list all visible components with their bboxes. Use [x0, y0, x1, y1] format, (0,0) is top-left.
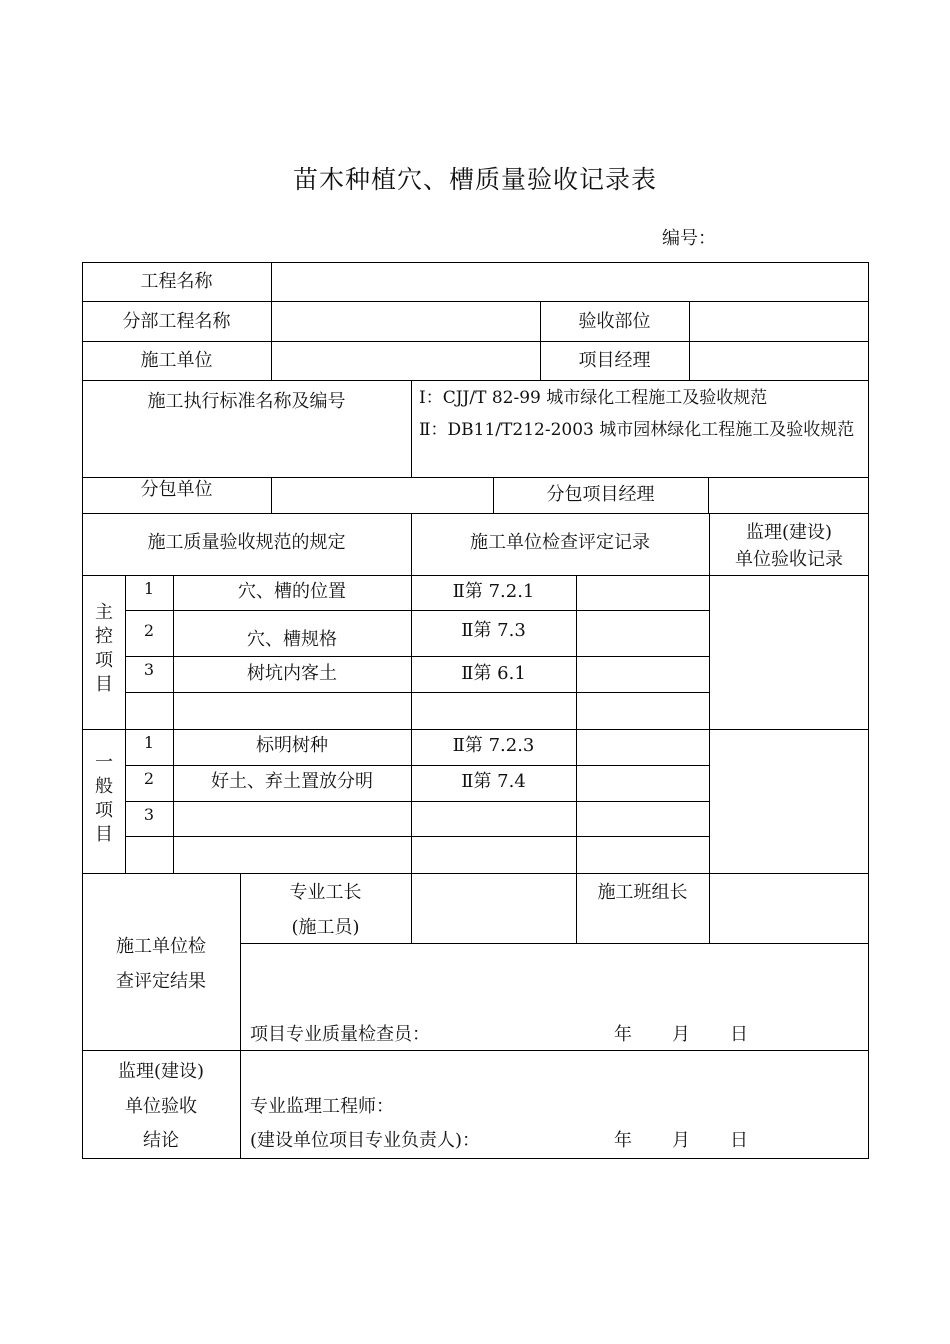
team-leader-label: 施工班组长 [597, 882, 688, 903]
supervision-column-header-line1: 监理(建设) [745, 522, 833, 543]
standard-line-1: Ⅰ：CJJ/T 82-99 城市绿化工程施工及验收规范 [419, 388, 768, 408]
serial-number-label: 编号： [662, 228, 716, 249]
page-title: 苗木种植穴、槽质量验收记录表 [292, 165, 657, 194]
conclusion-month-label: 月 [672, 1130, 690, 1151]
general-item-no: 3 [143, 805, 155, 824]
general-item-ref: Ⅱ第 7.4 [461, 771, 526, 792]
project-manager-label: 项目经理 [578, 350, 651, 371]
check-column-header: 施工单位检查评定记录 [470, 532, 650, 553]
spec-column-header: 施工质量验收规范的规定 [147, 532, 346, 553]
result-label-line2: 查评定结果 [116, 971, 206, 992]
conclusion-label-line3: 结论 [143, 1130, 179, 1151]
main-item-name: 穴、槽的位置 [238, 581, 346, 602]
sub-project-label: 分部工程名称 [122, 311, 231, 332]
main-item-no: 1 [143, 579, 155, 598]
supervising-engineer-label: 专业监理工程师： [250, 1096, 394, 1117]
general-item-name: 标明树种 [256, 735, 328, 756]
main-control-label: 主控项目 [95, 602, 113, 695]
general-item-ref: Ⅱ第 7.2.3 [452, 735, 535, 756]
result-label-line1: 施工单位检 [116, 936, 206, 957]
main-item-no: 3 [143, 660, 155, 679]
quality-inspector-label: 项目专业质量检查员： [250, 1024, 430, 1045]
foreman-label-line1: 专业工长 [289, 882, 362, 903]
main-item-ref: Ⅱ第 7.3 [461, 620, 526, 641]
general-item-name: 好土、弃土置放分明 [211, 771, 373, 792]
main-item-no: 2 [143, 621, 155, 640]
conclusion-year-label: 年 [614, 1130, 632, 1151]
result-year-label: 年 [614, 1024, 632, 1045]
main-item-ref: Ⅱ第 6.1 [461, 663, 526, 684]
acceptance-part-label: 验收部位 [578, 311, 651, 332]
sub-manager-label: 分包项目经理 [546, 484, 655, 505]
conclusion-label-line1: 监理(建设) [117, 1061, 205, 1082]
general-item-no: 1 [143, 733, 155, 752]
main-item-ref: Ⅱ第 7.2.1 [452, 581, 535, 602]
main-item-name: 树坑内客土 [247, 663, 337, 684]
general-items-label: 一般项目 [95, 752, 113, 845]
project-name-label: 工程名称 [140, 271, 213, 292]
result-day-label: 日 [730, 1024, 748, 1045]
standard-line-2: Ⅱ：DB11/T212-2003 城市园林绿化工程施工及验收规范 [419, 420, 855, 440]
conclusion-day-label: 日 [730, 1130, 748, 1151]
owner-representative-label: (建设单位项目专业负责人)： [250, 1130, 481, 1151]
general-item-no: 2 [143, 769, 155, 788]
standard-label: 施工执行标准名称及编号 [147, 391, 346, 412]
supervision-column-header-line2: 单位验收记录 [735, 549, 843, 570]
subcontractor-label: 分包单位 [140, 479, 213, 500]
construction-unit-label: 施工单位 [140, 350, 213, 371]
main-item-name: 穴、槽规格 [247, 629, 337, 650]
conclusion-label-line2: 单位验收 [125, 1096, 197, 1117]
result-month-label: 月 [672, 1024, 690, 1045]
foreman-label-line2: (施工员) [291, 917, 360, 938]
